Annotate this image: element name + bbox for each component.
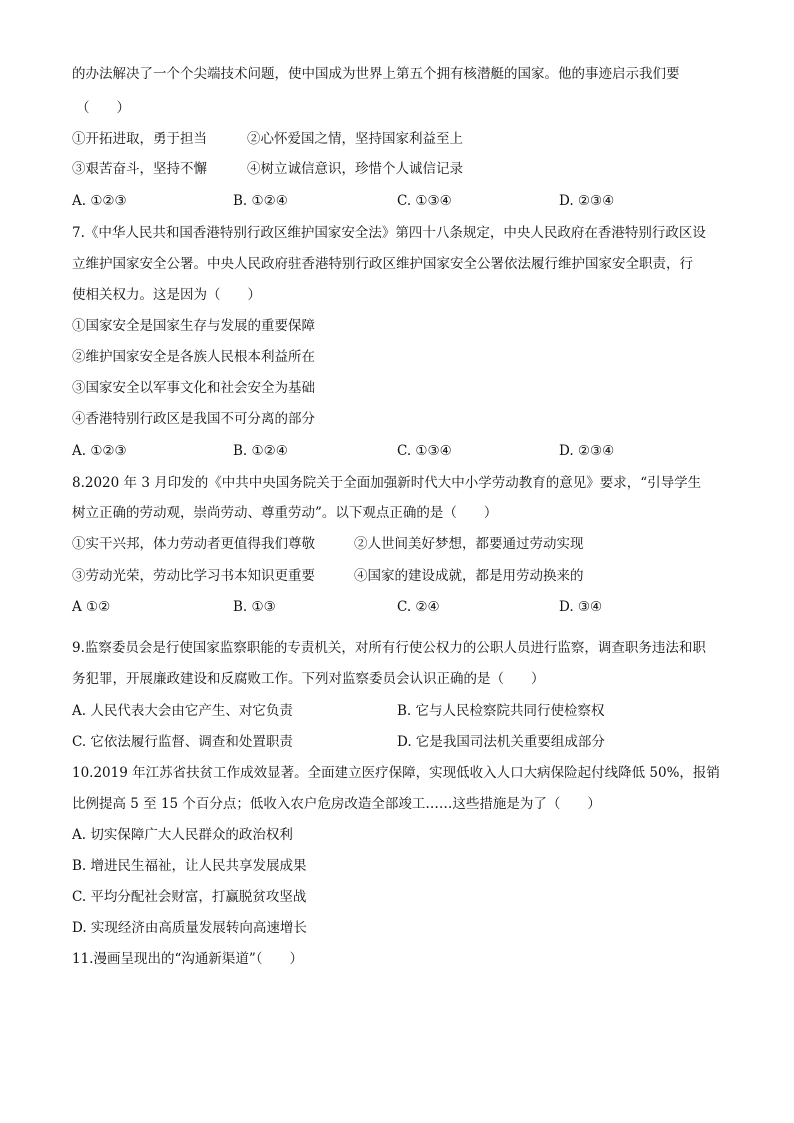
- q6-option-a: A. ①②③: [72, 193, 127, 209]
- q10-option-a: A. 切实保障广大人民群众的政治权利: [72, 827, 293, 843]
- q7-stem-line-3: 使相关权力。这是因为（ ）: [72, 287, 261, 303]
- q10-stem-line-1: 10.2019 年江苏省扶贫工作成效显著。全面建立医疗保障，实现低收入人口大病保险起付线降低 50%，报销: [72, 765, 720, 781]
- q7-statement-1: ①国家安全是国家生存与发展的重要保障: [72, 318, 315, 334]
- q8-statement-3: ③劳动光荣，劳动比学习书本知识更重要: [72, 568, 315, 584]
- q6-statement-1: ①开拓进取，勇于担当: [72, 131, 207, 147]
- q8-option-b: B. ①③: [233, 599, 276, 615]
- q10-option-c: C. 平均分配社会财富，打赢脱贫攻坚战: [72, 889, 307, 905]
- q9-stem-line-1: 9.监察委员会是行使国家监察职能的专责机关，对所有行使公权力的公职人员进行监察，调查职务违法和职: [72, 640, 706, 656]
- q6-answer-paren: （ ）: [76, 100, 130, 116]
- q11-stem-line-1: 11.漫画呈现出的“沟通新渠道”（ ）: [72, 951, 304, 967]
- q8-stem-line-2: 树立正确的劳动观，崇尚劳动、尊重劳动”。以下观点正确的是（ ）: [72, 505, 498, 521]
- q6-statement-3: ③艰苦奋斗，坚持不懈: [72, 161, 207, 177]
- q6-statement-2: ②心怀爱国之情，坚持国家利益至上: [247, 131, 463, 147]
- q7-statement-2: ②维护国家安全是各族人民根本利益所在: [72, 349, 315, 365]
- q7-option-d: D. ②③④: [559, 443, 615, 459]
- q8-statement-1: ①实干兴邦，体力劳动者更值得我们尊敬: [72, 536, 315, 552]
- q7-option-b: B. ①②④: [233, 443, 288, 459]
- q7-stem-line-2: 立维护国家安全公署。中央人民政府驻香港特别行政区维护国家安全公署依法履行维护国家安全职责，行: [72, 256, 693, 272]
- q10-option-d: D. 实现经济由高质量发展转向高速增长: [72, 920, 307, 936]
- q9-option-d: D. 它是我国司法机关重要组成部分: [397, 734, 605, 750]
- q10-stem-line-2: 比例提高 5 至 15 个百分点；低收入农户危房改造全部竣工……这些措施是为了（ ）: [72, 796, 601, 812]
- q7-statement-4: ④香港特别行政区是我国不可分离的部分: [72, 411, 315, 427]
- q8-stem-line-1: 8.2020 年 3 月印发的《中共中央国务院关于全面加强新时代大中小学劳动教育的意见》要求，“引导学生: [72, 475, 702, 491]
- q6-option-c: C. ①③④: [397, 193, 452, 209]
- q6-option-b: B. ①②④: [233, 193, 288, 209]
- q7-stem-line-1: 7.《中华人民共和国香港特别行政区维护国家安全法》第四十八条规定，中央人民政府在香港特别行政区设: [72, 225, 706, 241]
- q6-option-d: D. ②③④: [559, 193, 615, 209]
- q8-statement-2: ②人世间美好梦想，都要通过劳动实现: [354, 536, 584, 552]
- q6-stem: 的办法解决了一个个尖端技术问题，使中国成为世界上第五个拥有核潜艇的国家。他的事迹启示我们要: [72, 66, 680, 82]
- q6-statement-4: ④树立诚信意识，珍惜个人诚信记录: [247, 161, 463, 177]
- q9-stem-line-2: 务犯罪，开展廉政建设和反腐败工作。下列对监察委员会认识正确的是（ ）: [72, 671, 545, 687]
- q7-statement-3: ③国家安全以军事文化和社会安全为基础: [72, 380, 315, 396]
- q8-option-a: A ①②: [72, 599, 111, 615]
- q9-option-b: B. 它与人民检察院共同行使检察权: [397, 703, 605, 719]
- q8-option-d: D. ③④: [559, 599, 603, 615]
- q8-option-c: C. ②④: [397, 599, 440, 615]
- q10-option-b: B. 增进民生福祉，让人民共享发展成果: [72, 858, 307, 874]
- q9-option-c: C. 它依法履行监督、调查和处置职责: [72, 734, 293, 750]
- q7-option-c: C. ①③④: [397, 443, 452, 459]
- q8-statement-4: ④国家的建设成就，都是用劳动换来的: [354, 568, 584, 584]
- q7-option-a: A. ①②③: [72, 443, 127, 459]
- q9-option-a: A. 人民代表大会由它产生、对它负责: [72, 703, 293, 719]
